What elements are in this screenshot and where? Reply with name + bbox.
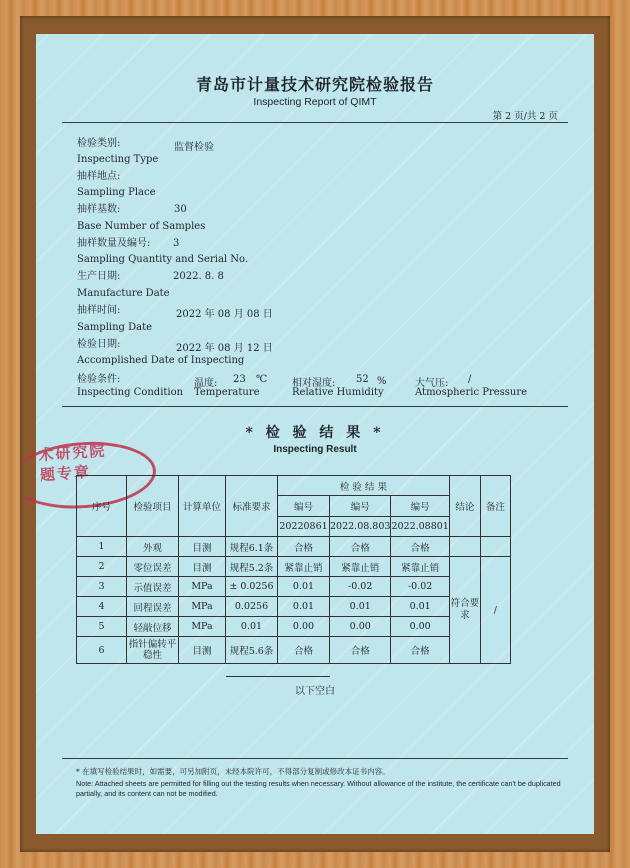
sampling-time-label-cn: 抽样时间:	[77, 305, 121, 316]
cell-standard: 规程5.2条	[226, 557, 278, 577]
sampling-place-label-en: Sampling Place	[77, 187, 156, 198]
cell-conclusion: 符合要求	[449, 557, 480, 664]
serial-number: 20220861	[278, 516, 330, 536]
cell-item: 轻敲位移	[127, 617, 179, 637]
cell-result: -0.02	[330, 577, 391, 597]
cell-result: 合格	[391, 537, 449, 557]
cell-result: 合格	[391, 637, 449, 664]
header-item: 检验项目	[127, 476, 179, 537]
quantity-label-en: Sampling Quantity and Serial No.	[77, 254, 249, 265]
base-samples-label-cn: 抽样基数:	[77, 204, 121, 215]
manufacture-label-en: Manufacture Date	[77, 288, 170, 299]
table-row	[77, 557, 511, 577]
table-row	[77, 617, 511, 637]
header-result-group: 检 验 结 果	[278, 476, 450, 496]
cell-result: 0.00	[330, 617, 391, 637]
pressure-label-cn: 大气压:	[415, 378, 449, 389]
serial-label: 编号	[391, 496, 449, 516]
serial-number: 2022.08801	[391, 516, 449, 536]
cell-seq: 2	[77, 557, 127, 577]
cell-result: -0.02	[391, 577, 449, 597]
temperature-label-en: Temperature	[194, 387, 260, 398]
humidity-value: 52	[356, 374, 369, 385]
header-conclusion: 结论	[449, 476, 480, 537]
cell-unit: MPa	[179, 597, 226, 617]
serial-label: 编号	[330, 496, 391, 516]
sampling-time-value: 2022 年 08 月 08 日	[176, 309, 273, 320]
cell-unit: MPa	[179, 577, 226, 597]
table-row	[77, 597, 511, 617]
cell-result: 紧靠止销	[330, 557, 391, 577]
cell-item: 示值误差	[127, 577, 179, 597]
blank-divider	[226, 676, 330, 677]
cell-remark: /	[480, 557, 510, 664]
cell-unit: 目测	[179, 557, 226, 577]
cell-item: 回程误差	[127, 597, 179, 617]
cell-item: 外观	[127, 537, 179, 557]
cell-standard: ± 0.0256	[226, 577, 278, 597]
section-rule	[62, 406, 568, 407]
cell-standard: 规程6.1条	[226, 537, 278, 557]
inspect-date-label-en: Accomplished Date of Inspecting	[77, 355, 245, 366]
inspect-date-value: 2022 年 08 月 12 日	[176, 343, 273, 354]
cell-result: 0.01	[278, 577, 330, 597]
cell-standard: 0.0256	[226, 597, 278, 617]
table-row	[77, 637, 511, 664]
report-title-en: Inspecting Report of QIMT	[253, 96, 377, 108]
footer-note-cn: * 在填写检验结果时，如需要，可另加附页，未经本院许可，不得部分复制或修改本证书内容。	[76, 767, 390, 776]
cell-remark-empty	[480, 537, 510, 557]
cell-standard: 0.01	[226, 617, 278, 637]
header-unit: 计算单位	[179, 476, 226, 537]
cell-item: 指针偏转平稳性	[127, 637, 179, 664]
quantity-value: 3	[173, 238, 180, 249]
cell-result: 合格	[278, 537, 330, 557]
cell-result: 紧靠止销	[278, 557, 330, 577]
serial-number: 2022.08.803	[330, 516, 391, 536]
table-header-row	[77, 476, 511, 496]
inspect-type-value: 监督检验	[174, 142, 214, 153]
manufacture-value: 2022. 8. 8	[173, 271, 224, 282]
cell-standard: 规程5.6条	[226, 637, 278, 664]
sampling-time-label-en: Sampling Date	[77, 322, 153, 333]
humidity-label-cn: 相对湿度:	[292, 378, 336, 389]
cell-result: 0.01	[391, 597, 449, 617]
cell-seq: 4	[77, 597, 127, 617]
table-row	[77, 537, 511, 557]
cell-seq: 3	[77, 577, 127, 597]
cell-result: 0.00	[278, 617, 330, 637]
report-paper	[36, 34, 594, 834]
cell-seq: 5	[77, 617, 127, 637]
footer-rule	[62, 758, 568, 759]
cell-result: 0.01	[330, 597, 391, 617]
base-samples-value: 30	[174, 204, 187, 215]
cell-conclusion-empty	[449, 537, 480, 557]
page-info: 第 2 页/共 2 页	[492, 111, 558, 122]
cell-unit: 目测	[179, 637, 226, 664]
humidity-label-en: Relative Humidity	[292, 387, 384, 398]
header-remark: 备注	[480, 476, 510, 537]
header-rule	[62, 122, 568, 123]
cell-result: 0.00	[391, 617, 449, 637]
quantity-label-cn: 抽样数量及编号:	[77, 238, 151, 249]
seal-text-line2: 题专章	[39, 462, 92, 485]
manufacture-label-cn: 生产日期:	[77, 271, 121, 282]
cell-result: 合格	[330, 637, 391, 664]
inspect-type-label-cn: 检验类别:	[77, 138, 121, 149]
condition-label-cn: 检验条件:	[77, 374, 121, 385]
cell-result: 合格	[330, 537, 391, 557]
pressure-value: /	[468, 374, 472, 385]
pressure-label-en: Atmospheric Pressure	[415, 387, 528, 398]
report-title-cn: 青岛市计量技术研究院检验报告	[195, 75, 434, 94]
header-standard: 标准要求	[226, 476, 278, 537]
result-title-cn: * 检 验 结 果 *	[245, 425, 385, 441]
serial-label: 编号	[278, 496, 330, 516]
temperature-unit: ℃	[256, 374, 268, 385]
sampling-place-label-cn: 抽样地点:	[77, 171, 121, 182]
result-title-en: Inspecting Result	[273, 444, 357, 455]
blank-below-text: 以下空白	[295, 686, 335, 697]
base-samples-label-en: Base Number of Samples	[77, 221, 206, 232]
inspect-type-label-en: Inspecting Type	[77, 154, 159, 165]
temperature-value: 23	[233, 374, 246, 385]
condition-label-en: Inspecting Condition	[77, 387, 184, 398]
cell-result: 紧靠止销	[391, 557, 449, 577]
seal-text-line1: 术研究院	[37, 441, 108, 465]
header-seq: 序号	[77, 476, 127, 537]
cell-seq: 6	[77, 637, 127, 664]
cell-unit: MPa	[179, 617, 226, 637]
result-table	[76, 475, 511, 664]
table-row	[77, 577, 511, 597]
cell-item: 零位误差	[127, 557, 179, 577]
temperature-label-cn: 温度:	[194, 378, 218, 389]
humidity-unit: %	[377, 376, 387, 387]
cell-seq: 1	[77, 537, 127, 557]
cell-unit: 目测	[179, 537, 226, 557]
inspect-date-label-cn: 检验日期:	[77, 339, 121, 350]
footer-note-en: Note: Attached sheets are permitted for filling out the testing results when necessary. Without allowance of the institute, the certificate can't be duplicated partially, and its content can not be modified.	[76, 779, 561, 798]
cell-result: 合格	[278, 637, 330, 664]
cell-result: 0.01	[278, 597, 330, 617]
